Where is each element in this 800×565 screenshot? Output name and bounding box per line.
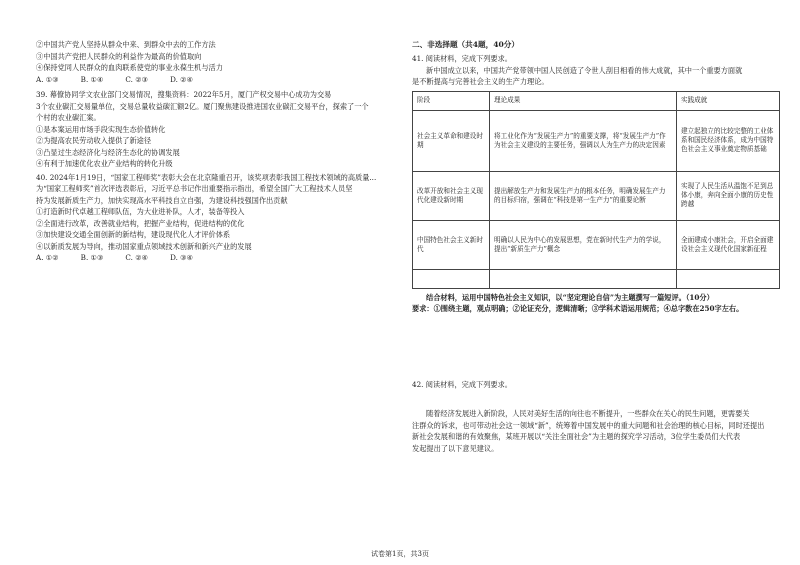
question-42 [412,380,780,454]
question-text: 40. 2024年1月19日，“国家工程师奖”表彰大会在北京隆重召开，该奖项表彰我国工程技术领域的高质量... [36,172,377,182]
option-line: ②中国共产党人坚持从群众中来、到群众中去的工作方法 [36,40,216,49]
question-text: 为“国家工程师奖”首次评选表彰后，习近平总书记作出重要指示指出，希望全国广大工程技术人员坚 [36,184,353,193]
table-row [413,110,780,171]
table-cell: 提出解放生产力和发展生产力的根本任务，明确发展生产力的目标归宿，强调在“科技是第一生产力”的重要论断 [490,171,677,220]
choice-b: B. ①③ [80,253,104,262]
material-table [412,91,780,289]
question-text: 39. 幕僚协同学文农业部门交易情况，搜集资料：2022年5月，厦门产权交易中心成功为交易 [36,90,332,99]
option-line: ③凸显过生态经济化与经济生态化的协调发展 [36,147,180,157]
section-title: 二、非选择题（共4题，40分） [412,40,519,49]
answer-space [412,316,780,380]
material-text: 新社会发展和谐的有效聚焦，某班开展以“关注全面社会”为主题的探究学习活动，3位学生委员们大代表 [412,432,741,442]
choice-b: B. ①④ [80,74,104,84]
choice-c: C. ②④ [125,253,149,262]
choice-a: A. ①③ [36,74,59,84]
question-text: 3个农业碳汇交易量单位，交易总量收益碳汇额2亿。厦门聚焦建设推进国农业碳汇交易平台，探索了一个 [36,101,369,111]
left-column [36,40,386,537]
option-line: ②全面进行改革，改善就业结构，把握产业结构，促进结构的优化 [36,218,245,228]
table-header: 理论成果 [490,91,677,110]
spacer [412,391,780,409]
table-cell: 实现了人民生活从温饱不足到总体小康，奔向全面小康的历史性跨越 [677,171,780,220]
task-text: 结合材料，运用中国特色社会主义知识，以“坚定理论自信”为主题撰写一篇短评。（10分） [426,292,714,302]
table-cell: 改革开放和社会主义现代化建设新时期 [413,171,490,220]
table-row [413,171,780,220]
requirement-text: 要求：①围绕主题，观点明确；②论证充分，逻辑清晰；③学科术语运用规范；④总字数在250字左右。 [412,304,744,314]
option-line: ②为提高农民劳动收入提供了新途径 [36,136,152,145]
answer-choices [36,253,386,263]
question-text: 个村的农业碳汇案。 [36,113,101,122]
option-line: ③中国共产党把人民群众的利益作为最高的价值取向 [36,51,202,61]
page-footer: 试卷第1页，共3页 [371,550,429,558]
table-cell: 全面建成小康社会，开启全面建设社会主义现代化国家新征程 [677,220,780,269]
table-cell: 明确以人民为中心的发展思想，党在新时代生产力的学说，提出“新质生产力”概念 [490,220,677,269]
table-cell: 社会主义革命和建设时期 [413,110,490,171]
choice-d: D. ③④ [170,253,194,262]
question-heading: 42. 阅读材料，完成下列要求。 [412,379,512,389]
material-text: 是不断提高与完善社会主义的生产力理论。 [412,77,549,87]
table-cell [413,269,490,288]
table-cell: 建立起独立的比较完整的工业体系和国民经济体系，成为中国特色社会主义事业奠定物质基础 [677,110,780,171]
option-line: ④保持党同人民群众的血肉联系使党的事业永葆生机与活力 [36,63,223,72]
material-text: 注群众的诉求，也可带动社会这一领域“新”，统筹着中国发展中的重大问题和社会治理的核心目标，同时还提出 [412,420,765,430]
option-line: ①是本案运用市场手段实现生态价值转化 [36,124,166,134]
right-column [412,40,780,537]
option-line: ③加快建设交通全面创新的新结构，建设现代化人才评价体系 [36,230,231,239]
table-header-row [413,91,780,110]
question-40 [36,173,386,263]
table-header: 实践成就 [677,91,780,110]
choice-c: C. ②③ [125,74,149,84]
question-41 [412,54,780,314]
option-line: ④有利于加速优化农业产业结构的转化升级 [36,159,173,168]
option-line: ④以新质发展为导向，推动国家重点领域技术创新和新兴产业的发展 [36,241,252,251]
option-line: ①打造新时代卓越工程师队伍，为大业进补队，人才，装备等投入 [36,207,245,216]
table-cell [677,269,780,288]
table-cell: 将工业化作为“发展生产力”的重要支撑，将“发展生产力”作为社会主义建设的主要任务，强调以人为生产力的决定因素 [490,110,677,171]
material-text: 发起提出了以下意见建议。 [412,443,499,453]
question-heading: 41. 阅读材料，完成下列要求。 [412,54,512,64]
table-cell: 中国特色社会主义新时代 [413,220,490,269]
choice-a: A. ①② [36,253,59,262]
table-cell [490,269,677,288]
table-row [413,220,780,269]
table-row [413,269,780,288]
material-text: 新中国成立以来，中国共产党带领中国人民创造了令世人刮目相看的伟大成就，其中一个重要方面就 [426,65,743,75]
question-39 [36,90,386,169]
choice-d: D. ②④ [170,74,194,84]
answer-choices [36,75,386,85]
material-text: 随着经济发展进入新阶段，人民对美好生活的向往也不断提升，一些群众在关心的民生问题，更需要关 [426,409,750,419]
question-text: 持为发展新质生产力，加快实现高水平科技自立自强，为建设科技强国作出贡献 [36,195,288,205]
table-header: 阶段 [413,91,490,110]
